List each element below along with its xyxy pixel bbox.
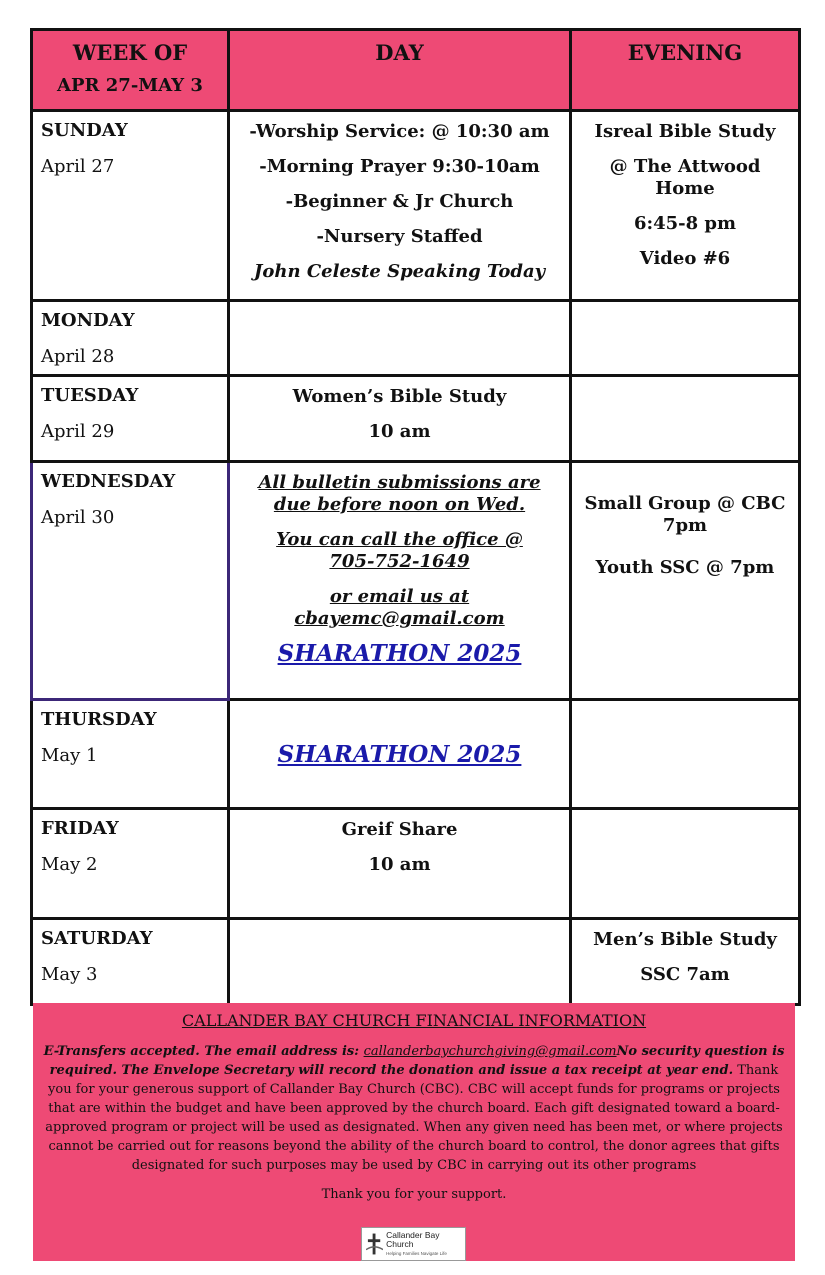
- day-date: April 28: [41, 346, 115, 367]
- event-line: -Nursery Staffed: [316, 226, 483, 247]
- email-notice: or email us at cbayemc@gmail.com: [294, 586, 505, 629]
- financial-info-title: CALLANDER BAY CHURCH FINANCIAL INFORMATION: [181, 1011, 647, 1030]
- thursday-daytime-events: [229, 700, 571, 809]
- day-name: THURSDAY: [41, 709, 157, 730]
- event-line: Men’s Bible Study: [593, 929, 777, 950]
- header-row: [32, 30, 800, 111]
- financial-info-section: [33, 1003, 795, 1261]
- thank-you-note: Thank you for your support.: [321, 1187, 507, 1202]
- office-phone-notice: You can call the office @ 705-752-1649: [276, 529, 523, 572]
- event-line: Video #6: [639, 248, 731, 269]
- saturday-row: [32, 919, 800, 1005]
- event-line: 6:45-8 pm: [633, 213, 737, 234]
- sunday-day-cell: [32, 111, 229, 301]
- tuesday-daytime-events: [229, 376, 571, 462]
- weekly-schedule-table: [30, 28, 801, 1006]
- event-line: @ The Attwood Home: [609, 156, 761, 199]
- week-range: APR 27-MAY 3: [57, 75, 203, 96]
- day-date: May 2: [41, 854, 98, 875]
- sunday-row: [32, 111, 800, 301]
- giving-email-link[interactable]: callanderbaychurchgiving@gmail.com: [363, 1044, 617, 1059]
- event-line: -Worship Service: @ 10:30 am: [249, 121, 550, 142]
- wednesday-row: [32, 462, 800, 700]
- day-name: SATURDAY: [41, 928, 153, 949]
- tuesday-day-cell: [32, 376, 229, 462]
- tuesday-evening-events: [571, 376, 800, 462]
- day-name: TUESDAY: [41, 385, 139, 406]
- event-line: -Morning Prayer 9:30-10am: [259, 156, 540, 177]
- day-date: May 1: [41, 745, 98, 766]
- wednesday-day-cell: [32, 462, 229, 700]
- event-line: Isreal Bible Study: [594, 121, 776, 142]
- week-of-label: WEEK OF: [72, 40, 188, 65]
- day-name: SUNDAY: [41, 120, 128, 141]
- wednesday-daytime-events: [229, 462, 571, 700]
- day-date: May 3: [41, 964, 98, 985]
- logo-text: [386, 1231, 465, 1258]
- saturday-daytime-events: [229, 919, 571, 1005]
- sunday-daytime-events: [229, 111, 571, 301]
- day-date: April 29: [41, 421, 115, 442]
- thursday-day-cell: [32, 700, 229, 809]
- event-line: -Beginner & Jr Church: [285, 191, 514, 212]
- saturday-evening-events: [571, 919, 800, 1005]
- event-line: 10 am: [368, 854, 431, 875]
- event-line: SSC 7am: [640, 964, 730, 985]
- cross-icon: [366, 1232, 383, 1256]
- friday-day-cell: [32, 809, 229, 919]
- friday-row: [32, 809, 800, 919]
- week-of-header: [32, 30, 229, 111]
- thursday-evening-events: [571, 700, 800, 809]
- church-logo: [361, 1227, 466, 1261]
- financial-info-body: [39, 1042, 789, 1175]
- sharathon-link[interactable]: SHARATHON 2025: [277, 740, 522, 768]
- sunday-evening-events: [571, 111, 800, 301]
- monday-day-cell: [32, 301, 229, 376]
- monday-evening-events: [571, 301, 800, 376]
- logo-tagline: Helping Families Navigate Life: [386, 1250, 447, 1256]
- day-date: April 27: [41, 156, 115, 177]
- event-line: Greif Share: [341, 819, 458, 840]
- speaker-note: John Celeste Speaking Today: [253, 261, 546, 282]
- monday-daytime-events: [229, 301, 571, 376]
- day-name: WEDNESDAY: [41, 471, 176, 492]
- event-line: Women’s Bible Study: [292, 386, 507, 407]
- monday-row: [32, 301, 800, 376]
- event-line: Small Group @ CBC 7pm: [584, 493, 786, 536]
- event-line: 10 am: [368, 421, 431, 442]
- wednesday-evening-events: [571, 462, 800, 700]
- tuesday-row: [32, 376, 800, 462]
- evening-header-label: EVENING: [627, 40, 743, 65]
- evening-header: [571, 30, 800, 111]
- day-name: MONDAY: [41, 310, 135, 331]
- day-name: FRIDAY: [41, 818, 119, 839]
- bulletin-notice: All bulletin submissions are due before noon on Wed.: [258, 472, 541, 515]
- etransfer-intro: E-Transfers accepted. The email address is:: [43, 1044, 364, 1059]
- donation-policy-text: Thank you for your generous support of Callander Bay Church (CBC). CBC will accept funds for programs or projects that are within the budget and have been approved by the church board. Each gift designated toward a board-approved program or project will be used as designated. When any given need has been met, or where projects cannot be carried out for reasons beyond the ability of the church board to control, the donor agrees that gifts designated for such purposes may be used by CBC in carrying out its other programs: [45, 1063, 783, 1173]
- event-line: Youth SSC @ 7pm: [595, 557, 775, 578]
- friday-daytime-events: [229, 809, 571, 919]
- day-header-label: DAY: [375, 40, 424, 65]
- thursday-row: [32, 700, 800, 809]
- etransfer-details: No security question is required. The Envelope Secretary will record the donation and issue a tax receipt at year end.: [49, 1044, 785, 1078]
- logo-name: Callander Bay Church: [386, 1229, 440, 1249]
- day-header: [229, 30, 571, 111]
- friday-evening-events: [571, 809, 800, 919]
- saturday-day-cell: [32, 919, 229, 1005]
- sharathon-link[interactable]: SHARATHON 2025: [277, 640, 522, 667]
- day-date: April 30: [41, 507, 115, 528]
